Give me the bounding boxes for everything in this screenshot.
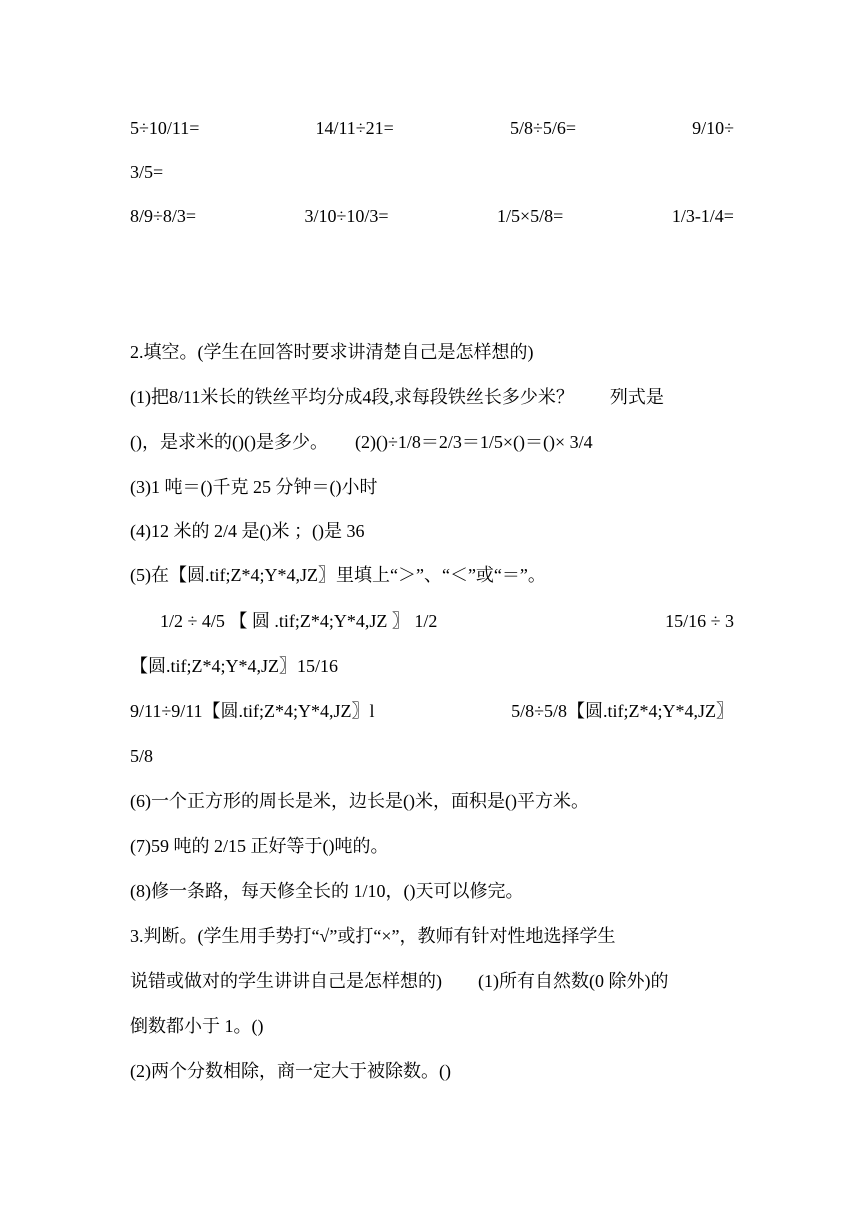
calc-item: 8/9÷8/3=	[130, 206, 197, 226]
compare-row-1	[160, 609, 734, 633]
question-text: (8)修一条路，每天修全长的 1/10，()天可以修完。	[130, 881, 524, 901]
question-text: (7)59 吨的 2/15 正好等于()吨的。	[130, 836, 389, 856]
question-text: (2)两个分数相除，商一定大于被除数。()	[130, 1061, 451, 1081]
compare-item: 9/11÷9/11【圆.tif;Z*4;Y*4,JZ〗l	[130, 701, 375, 721]
calc-item: 5÷10/11=	[130, 118, 200, 138]
calc-row-1-wrap: 3/5=	[130, 162, 164, 182]
compare-row-2	[130, 699, 734, 723]
question-text: (4)12 米的 2/4 是()米 ；()是 36	[130, 521, 365, 541]
question-text: (3)1 吨＝()千克 25 分钟＝()小时	[130, 477, 378, 497]
section-3-heading-cont: 说错或做对的学生讲讲自己是怎样想的) (1)所有自然数(0 除外)的	[130, 971, 669, 991]
calc-item: 5/8÷5/6=	[509, 118, 576, 138]
question-text: 倒数都小于 1。()	[130, 1016, 264, 1036]
question-text: (1)把8/11米长的铁丝平均分成4段,求每段铁丝长多少米？ 列式是	[130, 387, 664, 407]
compare-item: 15/16 ÷ 3	[665, 611, 734, 631]
compare-item: 1/2 ÷ 4/5 【 圆 .tif;Z*4;Y*4,JZ 〗 1/2	[160, 611, 438, 631]
calc-row-1	[130, 116, 734, 140]
compare-row-2-wrap: 5/8	[130, 746, 154, 766]
calc-item: 3/10÷10/3=	[304, 206, 389, 226]
compare-row-1-wrap: 【圆.tif;Z*4;Y*4,JZ〗15/16	[130, 656, 338, 676]
calc-item: 9/10÷	[692, 118, 734, 138]
section-2-heading: 2.填空。(学生在回答时要求讲清楚自己是怎样想的)	[130, 342, 534, 362]
question-text: ()，是求米的()()是多少。 (2)()÷1/8＝2/3＝1/5×()＝()× 3/4	[130, 432, 593, 452]
calc-item: 1/5×5/8=	[497, 206, 564, 226]
question-text: (5)在【圆.tif;Z*4;Y*4,JZ〗里填上“＞”、“＜”或“＝”。	[130, 565, 546, 585]
calc-row-2	[130, 204, 734, 228]
compare-item: 5/8÷5/8【圆.tif;Z*4;Y*4,JZ〗	[511, 701, 734, 721]
calc-item: 14/11÷21=	[315, 118, 394, 138]
section-3-heading: 3.判断。(学生用手势打“√”或打“×”，教师有针对性地选择学生	[130, 926, 616, 946]
question-text: (6)一个正方形的周长是米，边长是()米，面积是()平方米。	[130, 791, 589, 811]
calc-item: 1/3-1/4=	[671, 206, 734, 226]
